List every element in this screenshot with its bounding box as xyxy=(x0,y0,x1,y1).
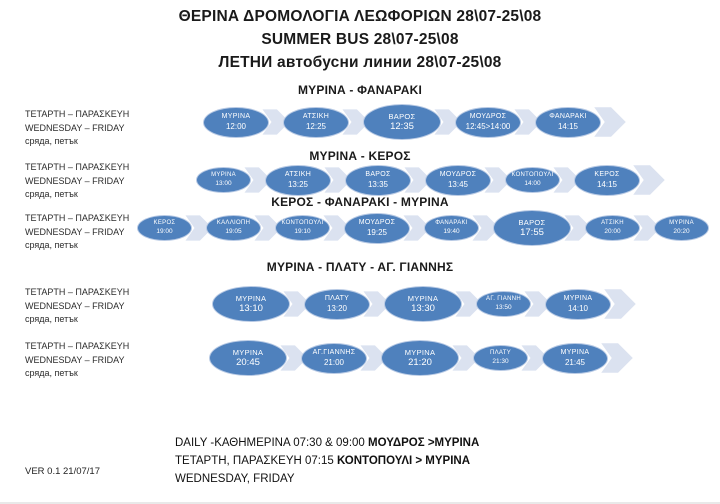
stop-time: 21:00 xyxy=(323,357,345,367)
bus-stop xyxy=(574,165,640,196)
stop-name: ΜΥΡΙΝΑ xyxy=(563,294,593,302)
bus-stop xyxy=(283,107,349,138)
day-label-bulgarian: сряда, петък xyxy=(25,189,78,199)
stop-name: ΜΥΡΙΝΑ xyxy=(407,293,439,303)
title-english: SUMMER BUS 28\07-25\08 xyxy=(261,31,459,48)
stop-time: 14:15 xyxy=(596,179,618,189)
bus-stop xyxy=(493,210,571,246)
stop-name: ΑΓ. ΓΙΑΝΝΗ xyxy=(486,296,521,303)
bus-stop xyxy=(196,167,251,193)
day-label xyxy=(25,286,185,327)
stop-time: 12:25 xyxy=(305,121,327,131)
day-label xyxy=(25,340,185,381)
stop-name: ΑΤΣΙΚΗ xyxy=(284,170,312,178)
stop-name: ΒΑΡΟΣ xyxy=(365,170,391,178)
stop-time: 21:20 xyxy=(408,356,432,368)
note-wed-fri-days: WEDNESDAY, FRIDAY xyxy=(175,473,295,485)
stop-time: 21:30 xyxy=(492,357,509,365)
bus-stop xyxy=(209,340,287,376)
bus-stop xyxy=(654,215,709,241)
stop-name: ΜΥΡΙΝΑ xyxy=(232,347,264,357)
stop-time: 14:10 xyxy=(567,303,589,313)
stop-name: ΜΥΡΙΝΑ xyxy=(560,348,590,356)
section-header-myrina-fanaraki: ΜΥΡΙΝΑ - ΦΑΝΑΡΑΚΙ xyxy=(297,83,423,97)
bus-stop xyxy=(542,343,608,374)
stop-time: 13:45 xyxy=(447,179,469,189)
version-label: VER 0.1 21/07/17 xyxy=(25,466,100,477)
bus-stop xyxy=(304,289,370,320)
note-wed-fri-route: ΚΟΝΤΟΠΟΥΛΙ > ΜΥΡΙΝΑ xyxy=(336,455,471,467)
stop-time: 14:15 xyxy=(557,121,579,131)
day-label-english: WEDNESDAY – FRIDAY xyxy=(25,122,125,133)
section-header-myrina-platy-agiannis: ΜΥΡΙΝΑ - ΠΛΑΤΥ - ΑΓ. ΓΙΑΝΝΗΣ xyxy=(266,260,454,274)
day-label-greek: ΤΕΤΑΡΤΗ – ΠΑΡΑΣΚΕΥΗ xyxy=(25,341,130,351)
stop-name: ΦΑΝΑΡΑΚΙ xyxy=(435,220,468,227)
bus-stop xyxy=(265,165,331,196)
stop-time: 12:35 xyxy=(390,120,414,132)
note-daily-text: DAILY -ΚΑΘΗΜΕΡΙΝΑ 07:30 & 09:00 xyxy=(175,437,369,449)
stop-time: 20:00 xyxy=(604,227,621,235)
stop-time: 20:45 xyxy=(236,356,260,368)
stop-time: 13:50 xyxy=(495,303,512,311)
section-header-keros-fanaraki-myrina: ΚΕΡΟΣ - ΦΑΝΑΡΑΚΙ - ΜΥΡΙΝΑ xyxy=(271,195,449,209)
bus-stop xyxy=(425,165,491,196)
bus-stop xyxy=(384,286,462,322)
route-chain-myrina-keros xyxy=(196,160,667,200)
stop-time: 14:00 xyxy=(524,179,541,187)
bus-stop xyxy=(363,104,441,140)
day-label-english: WEDNESDAY – FRIDAY xyxy=(25,300,125,311)
route-chain-keros-fanaraki-myrina xyxy=(137,208,709,248)
day-label-bulgarian: сряда, петък xyxy=(25,314,78,324)
bus-stop xyxy=(345,165,411,196)
day-label-english: WEDNESDAY – FRIDAY xyxy=(25,175,125,186)
stop-name: ΜΟΥΔΡΟΣ xyxy=(358,218,396,226)
stop-name: ΒΑΡΟΣ xyxy=(388,111,416,121)
route-chain-myrina-fanaraki xyxy=(203,102,628,142)
stop-name: ΑΤΣΙΚΗ xyxy=(302,112,330,120)
stop-time: 21:45 xyxy=(564,357,586,367)
day-label xyxy=(25,161,185,202)
stop-name: ΚΑΛΛΙΟΠΗ xyxy=(216,220,251,227)
stop-time: 19:40 xyxy=(443,227,460,235)
note-wed-fri xyxy=(175,452,479,470)
day-label-greek: ΤΕΤΑΡΤΗ – ΠΑΡΑΣΚΕΥΗ xyxy=(25,213,130,223)
route-chain-myrina-platy-evening xyxy=(209,338,635,378)
day-label-bulgarian: сряда, петък xyxy=(25,240,78,250)
stop-time: 13:10 xyxy=(239,302,263,314)
stop-name: ΠΛΑΤΥ xyxy=(489,350,512,357)
stop-name: ΜΥΡΙΝΑ xyxy=(211,172,236,179)
stop-time: 12:00 xyxy=(225,121,247,131)
bus-stop xyxy=(505,167,560,193)
bus-stop xyxy=(301,343,367,374)
stop-time: 12:45>14:00 xyxy=(465,121,511,131)
stop-name: ΚΕΡΟΣ xyxy=(594,170,620,178)
stop-name: ΚΕΡΟΣ xyxy=(153,220,176,227)
stop-name: ΜΟΥΔΡΟΣ xyxy=(469,112,507,120)
stop-time: 13:20 xyxy=(326,303,348,313)
stop-time: 19:00 xyxy=(156,227,173,235)
stop-name: ΑΤΣΙΚΗ xyxy=(601,220,624,227)
bus-stop xyxy=(545,289,611,320)
bus-stop xyxy=(344,213,410,244)
stop-name: ΚΟΝΤΟΠΟΥΛΙ xyxy=(281,220,324,227)
stop-name: ΜΥΡΙΝΑ xyxy=(669,220,694,227)
stop-name: ΜΥΡΙΝΑ xyxy=(404,347,436,357)
bus-stop xyxy=(203,107,269,138)
stop-time: 19:10 xyxy=(294,227,311,235)
stop-name: ΒΑΡΟΣ xyxy=(518,217,546,227)
note-wed-fri-text: ΤΕΤΑΡΤΗ, ΠΑΡΑΣΚΕΥΗ 07:15 xyxy=(175,455,337,467)
day-label-english: WEDNESDAY – FRIDAY xyxy=(25,226,125,237)
stop-name: ΚΟΝΤΟΠΟΥΛΙ xyxy=(511,172,554,179)
stop-name: ΜΥΡΙΝΑ xyxy=(221,112,251,120)
day-label-bulgarian: сряда, петък xyxy=(25,368,78,378)
day-label-greek: ΤΕΤΑΡΤΗ – ΠΑΡΑΣΚΕΥΗ xyxy=(25,162,130,172)
stop-name: ΦΑΝΑΡΑΚΙ xyxy=(549,112,587,120)
stop-time: 13:25 xyxy=(287,179,309,189)
bus-stop xyxy=(476,291,531,317)
bus-stop xyxy=(137,215,192,241)
title-bulgarian: ЛЕТНИ автобусни линии 28\07-25\08 xyxy=(218,54,502,71)
bus-stop xyxy=(585,215,640,241)
day-label xyxy=(25,108,185,149)
bus-stop xyxy=(535,107,601,138)
stop-time: 20:20 xyxy=(673,227,690,235)
route-chain-myrina-platy-day xyxy=(212,284,638,324)
stop-name: ΜΥΡΙΝΑ xyxy=(235,293,267,303)
stop-time: 19:25 xyxy=(366,227,388,237)
section-header-myrina-keros: ΜΥΡΙΝΑ - ΚΕΡΟΣ xyxy=(309,149,411,163)
note-daily-route: ΜΟΥΔΡΟΣ >ΜΥΡΙΝΑ xyxy=(368,437,480,449)
stop-name: ΜΟΥΔΡΟΣ xyxy=(439,170,477,178)
bus-stop xyxy=(424,215,479,241)
title-greek: ΘΕΡΙΝΑ ΔΡΟΜΟΛΟΓΙΑ ΛΕΩΦΟΡΙΩΝ 28\07-25\08 xyxy=(178,8,542,25)
day-label-greek: ΤΕΤΑΡΤΗ – ΠΑΡΑΣΚΕΥΗ xyxy=(25,109,130,119)
footer-notes xyxy=(175,434,479,488)
stop-time: 17:55 xyxy=(520,226,544,238)
title-block xyxy=(0,5,720,74)
note-daily xyxy=(175,434,479,452)
stop-time: 19:05 xyxy=(225,227,242,235)
stop-time: 13:30 xyxy=(411,302,435,314)
stop-time: 13:00 xyxy=(215,179,232,187)
bus-stop xyxy=(212,286,290,322)
stop-name: ΠΛΑΤΥ xyxy=(324,294,350,302)
day-label-greek: ΤΕΤΑΡΤΗ – ΠΑΡΑΣΚΕΥΗ xyxy=(25,287,130,297)
stop-time: 13:35 xyxy=(367,179,389,189)
bus-stop xyxy=(473,345,528,371)
bus-stop xyxy=(381,340,459,376)
day-label-english: WEDNESDAY – FRIDAY xyxy=(25,354,125,365)
bus-stop xyxy=(206,215,261,241)
stop-name: ΑΓ.ΓΙΑΝΝΗΣ xyxy=(312,348,356,356)
day-label-bulgarian: сряда, петък xyxy=(25,136,78,146)
bus-stop xyxy=(275,215,330,241)
bus-stop xyxy=(455,107,521,138)
